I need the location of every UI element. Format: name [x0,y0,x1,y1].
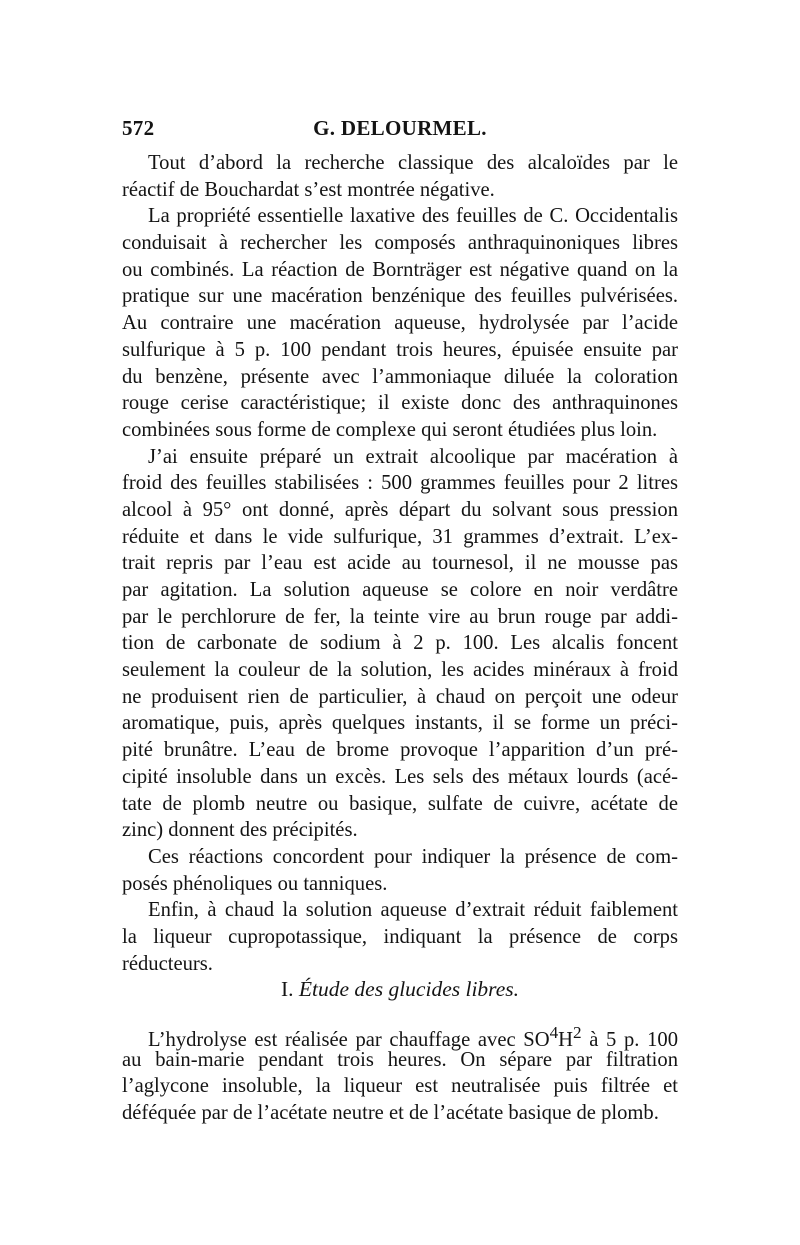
text-line: J’ai ensuite préparé un extrait alcoolique par macération à [148,445,678,468]
body-text [122,150,678,977]
text-line: froid des feuilles stabilisées : 500 grammes feuilles pour 2 litres [122,472,678,495]
text-line: pratique sur une macération benzénique des feuilles pulvérisées. [122,285,678,308]
section-heading [122,977,678,1002]
section-paragraph [122,1020,678,1127]
text-line: pité brunâtre. L’eau de brome provoque l’apparition d’un pré- [122,739,678,762]
text-line: conduisait à rechercher les composés anthraquinoniques libres [122,232,678,255]
text-line: L’hydrolyse est réalisée par chauffage avec $SO^4H^2$ à 5 p. 100 [148,1023,678,1051]
text-line: au bain-marie pendant trois heures. On sépare par filtration [122,1048,678,1071]
text-line: déféquée par de l’acétate neutre et de l’acétate basique de plomb. [122,1102,659,1125]
paragraph [122,150,678,203]
page-header [122,116,678,146]
text-line: rouge cerise caractéristique; il existe donc des anthraquinones [122,392,678,415]
text-line: La propriété essentielle laxative des feuilles de C. Occidentalis [148,205,678,228]
text-line: tate de plomb neutre ou basique, sulfate de cuivre, acétate de [122,792,678,815]
text-line: Au contraire une macération aqueuse, hydrolysée par l’acide [122,312,678,335]
text-line: du benzène, présente avec l’ammoniaque diluée la coloration [122,365,678,388]
text-line: alcool à 95° ont donné, après départ du solvant sous pression [122,498,678,521]
paragraph [122,203,678,443]
text-line: réducteurs. [122,952,213,975]
text-line: la liqueur cupropotassique, indiquant la présence de corps [122,925,678,948]
text-line: posés phénoliques ou tanniques. [122,872,388,895]
paragraph [122,897,678,977]
text-line: trait repris par l’eau est acide au tournesol, il ne mousse pas [122,552,678,575]
text-line: Ces réactions concordent pour indiquer la présence de com- [148,845,678,868]
text-line: zinc) donnent des précipités. [122,819,358,842]
text-line: sulfurique à 5 p. 100 pendant trois heures, épuisée ensuite par [122,338,678,361]
paragraph [122,844,678,897]
text-line: aromatique, puis, après quelques instants, il se forme un préci- [122,712,678,735]
text-line: par agitation. La solution aqueuse se colore en noir verdâtre [122,579,678,601]
text-line: l’aglycone insoluble, la liqueur est neutralisée puis filtrée et [122,1075,678,1098]
text-line: seulement la couleur de la solution, les acides minéraux à froid [122,659,678,682]
running-head: G. DELOURMEL. [313,116,487,140]
section-title: Étude des glucides libres. [298,977,520,1001]
text-line: ne produisent rien de particulier, à chaud on perçoit une odeur [122,685,678,708]
text-line: Enfin, à chaud la solution aqueuse d’extrait réduit faiblement [148,899,678,922]
text-line: par le perchlorure de fer, la teinte vire au brun rouge par addi- [122,605,678,628]
section-number: I. [280,977,294,1001]
text-line: cipité insoluble dans un excès. Les sels des métaux lourds (acé- [122,765,678,788]
text-line: réduite et dans le vide sulfurique, 31 grammes d’extrait. L’ex- [122,525,678,548]
page-number: 572 [122,116,155,140]
text-line: réactif de Bouchardat s’est montrée négative. [122,178,495,201]
paragraph [122,444,678,844]
text-line: Tout d’abord la recherche classique des alcaloïdes par le [148,152,678,174]
text-line: tion de carbonate de sodium à 2 p. 100. Les alcalis foncent [122,632,678,655]
text-line: ou combinés. La réaction de Bornträger est négative quand on la [122,258,678,281]
text-line: combinées sous forme de complexe qui seront étudiées plus loin. [122,418,658,441]
